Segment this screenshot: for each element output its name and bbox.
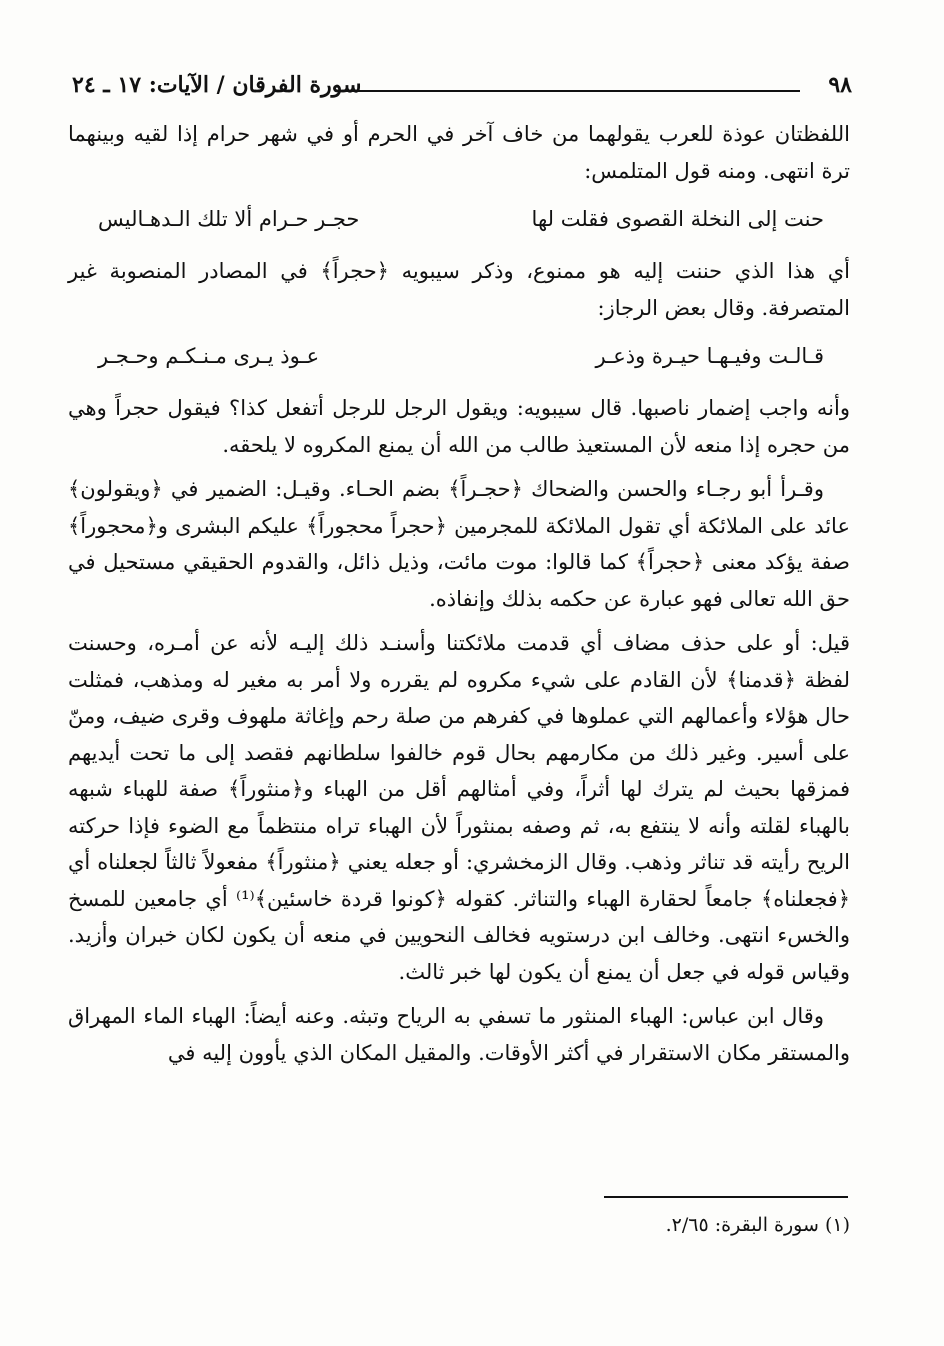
page-body [68, 116, 850, 1079]
verse-1 [68, 197, 850, 241]
verse-2 [68, 334, 850, 378]
verse-1-first-hemistich: حنت إلى النخلة القصوى فقلت لها [531, 207, 824, 231]
footnote-rule [604, 1196, 848, 1198]
paragraph-4: وقـرأ أبو رجـاء والحسن والضحاك ﴿حجـراً﴾ بضم الحـاء. وقيـل: الضمير في ﴿ويقولون﴾ عائد على الملائكة أي تقول الملائكة للمجرمين ﴿حجراً محجوراً﴾ عليكم البشرى و﴿محجوراً﴾ صفة يؤكد معنى ﴿حجراً﴾ كما قالوا: موت مائت، وذيل ذائل، والقدوم الحقيقي مستحيل في حق الله تعالى فهو عبارة عن حكمه بذلك وإنفاذه. [68, 477, 850, 611]
verse-1-second-hemistich: حجـر حـرام ألا تلك الـدهـاليس [98, 207, 360, 231]
section-title: سورة الفرقان / الآيات: ١٧ ـ ٢٤ [72, 72, 362, 98]
verse-2-first-hemistich: قـالـت وفيـهـا حيـرة وذعـر [595, 344, 824, 368]
paragraph-5: قيل: أو على حذف مضاف أي قدمت ملائكتنا وأسنـد ذلك إليـه لأنه عن أمـره، وحسنت لفظة ﴿قدمنا﴾ لأن القادم على شيء مكروه لم يقرره ولا أمر به مغير له ومذهب، فمثلت حال هؤلاء وأعمالهم التي عملوها في كفرهم من صلة رحم وإغاثة ملهوف وقرى ضيف، ومنّ على أسير. وغير ذلك من مكارمهم بحال قوم خالفوا سلطانهم فقصد إلى ما تحت أيديهم فمزقها بحيث لم يترك لها أثراً، وفي أمثالهم أقل من الهباء و﴿منثوراً﴾ صفة للهباء شبهه بالهباء لقلته وأنه لا ينتفع به، ثم وصفه بمنثوراً لأن الهباء تراه منتظماً مع الضوء فإذا حركته الريح رأيته قد تناثر وذهب. وقال الزمخشري: أو جعله يعني ﴿منثوراً﴾ مفعولاً ثالثاً لجعلناه أي ﴿فجعلناه﴾ جامعاً لحقارة الهباء والتناثر. كقوله ﴿كونوا قردة خاسئين﴾⁽¹⁾ أي جامعين للمسخ والخسء انتهى. وخالف ابن درستويه فخالف النحويين في منعه أن يكون لكان خبران وأزيد. وقياس قوله في جعل أن يمنع أن يكون لها خبر ثالث. [68, 631, 850, 984]
verse-2-second-hemistich: عـوذ يـرى مـنـكـم وحـجـر [98, 344, 320, 368]
paragraph-2: أي هذا الذي حننت إليه هو ممنوع، وذكر سيبويه ﴿حجراً﴾ في المصادر المنصوبة غير المتصرفة. وقال بعض الرجاز: [68, 259, 850, 320]
paragraph-6: وقال ابن عباس: الهباء المنثور ما تسفي به الرياح وتبثه. وعنه أيضاً: الهباء الماء المهراق والمستقر مكان الاستقرار في أكثر الأوقات. والمقيل المكان الذي يأوون إليه في [68, 1004, 850, 1065]
footnote: (١) سورة البقرة: ٢/٦٥. [665, 1214, 850, 1236]
header-rule [342, 90, 800, 92]
page-header [72, 68, 852, 108]
paragraph-1: اللفظتان عوذة للعرب يقولهما من خاف آخر في الحرم أو في شهر حرام إذا لقيه وبينهما ترة انتهى. ومنه قول المتلمس: [68, 122, 850, 183]
paragraph-3: وأنه واجب إضمار ناصبها. قال سيبويه: ويقول الرجل للرجل أتفعل كذا؟ فيقول حجراً وهي من حجره إذا منعه لأن المستعيذ طالب من الله أن يمنع المكروه لا يلحقه. [68, 396, 850, 457]
page-number: ٩٨ [828, 72, 852, 98]
